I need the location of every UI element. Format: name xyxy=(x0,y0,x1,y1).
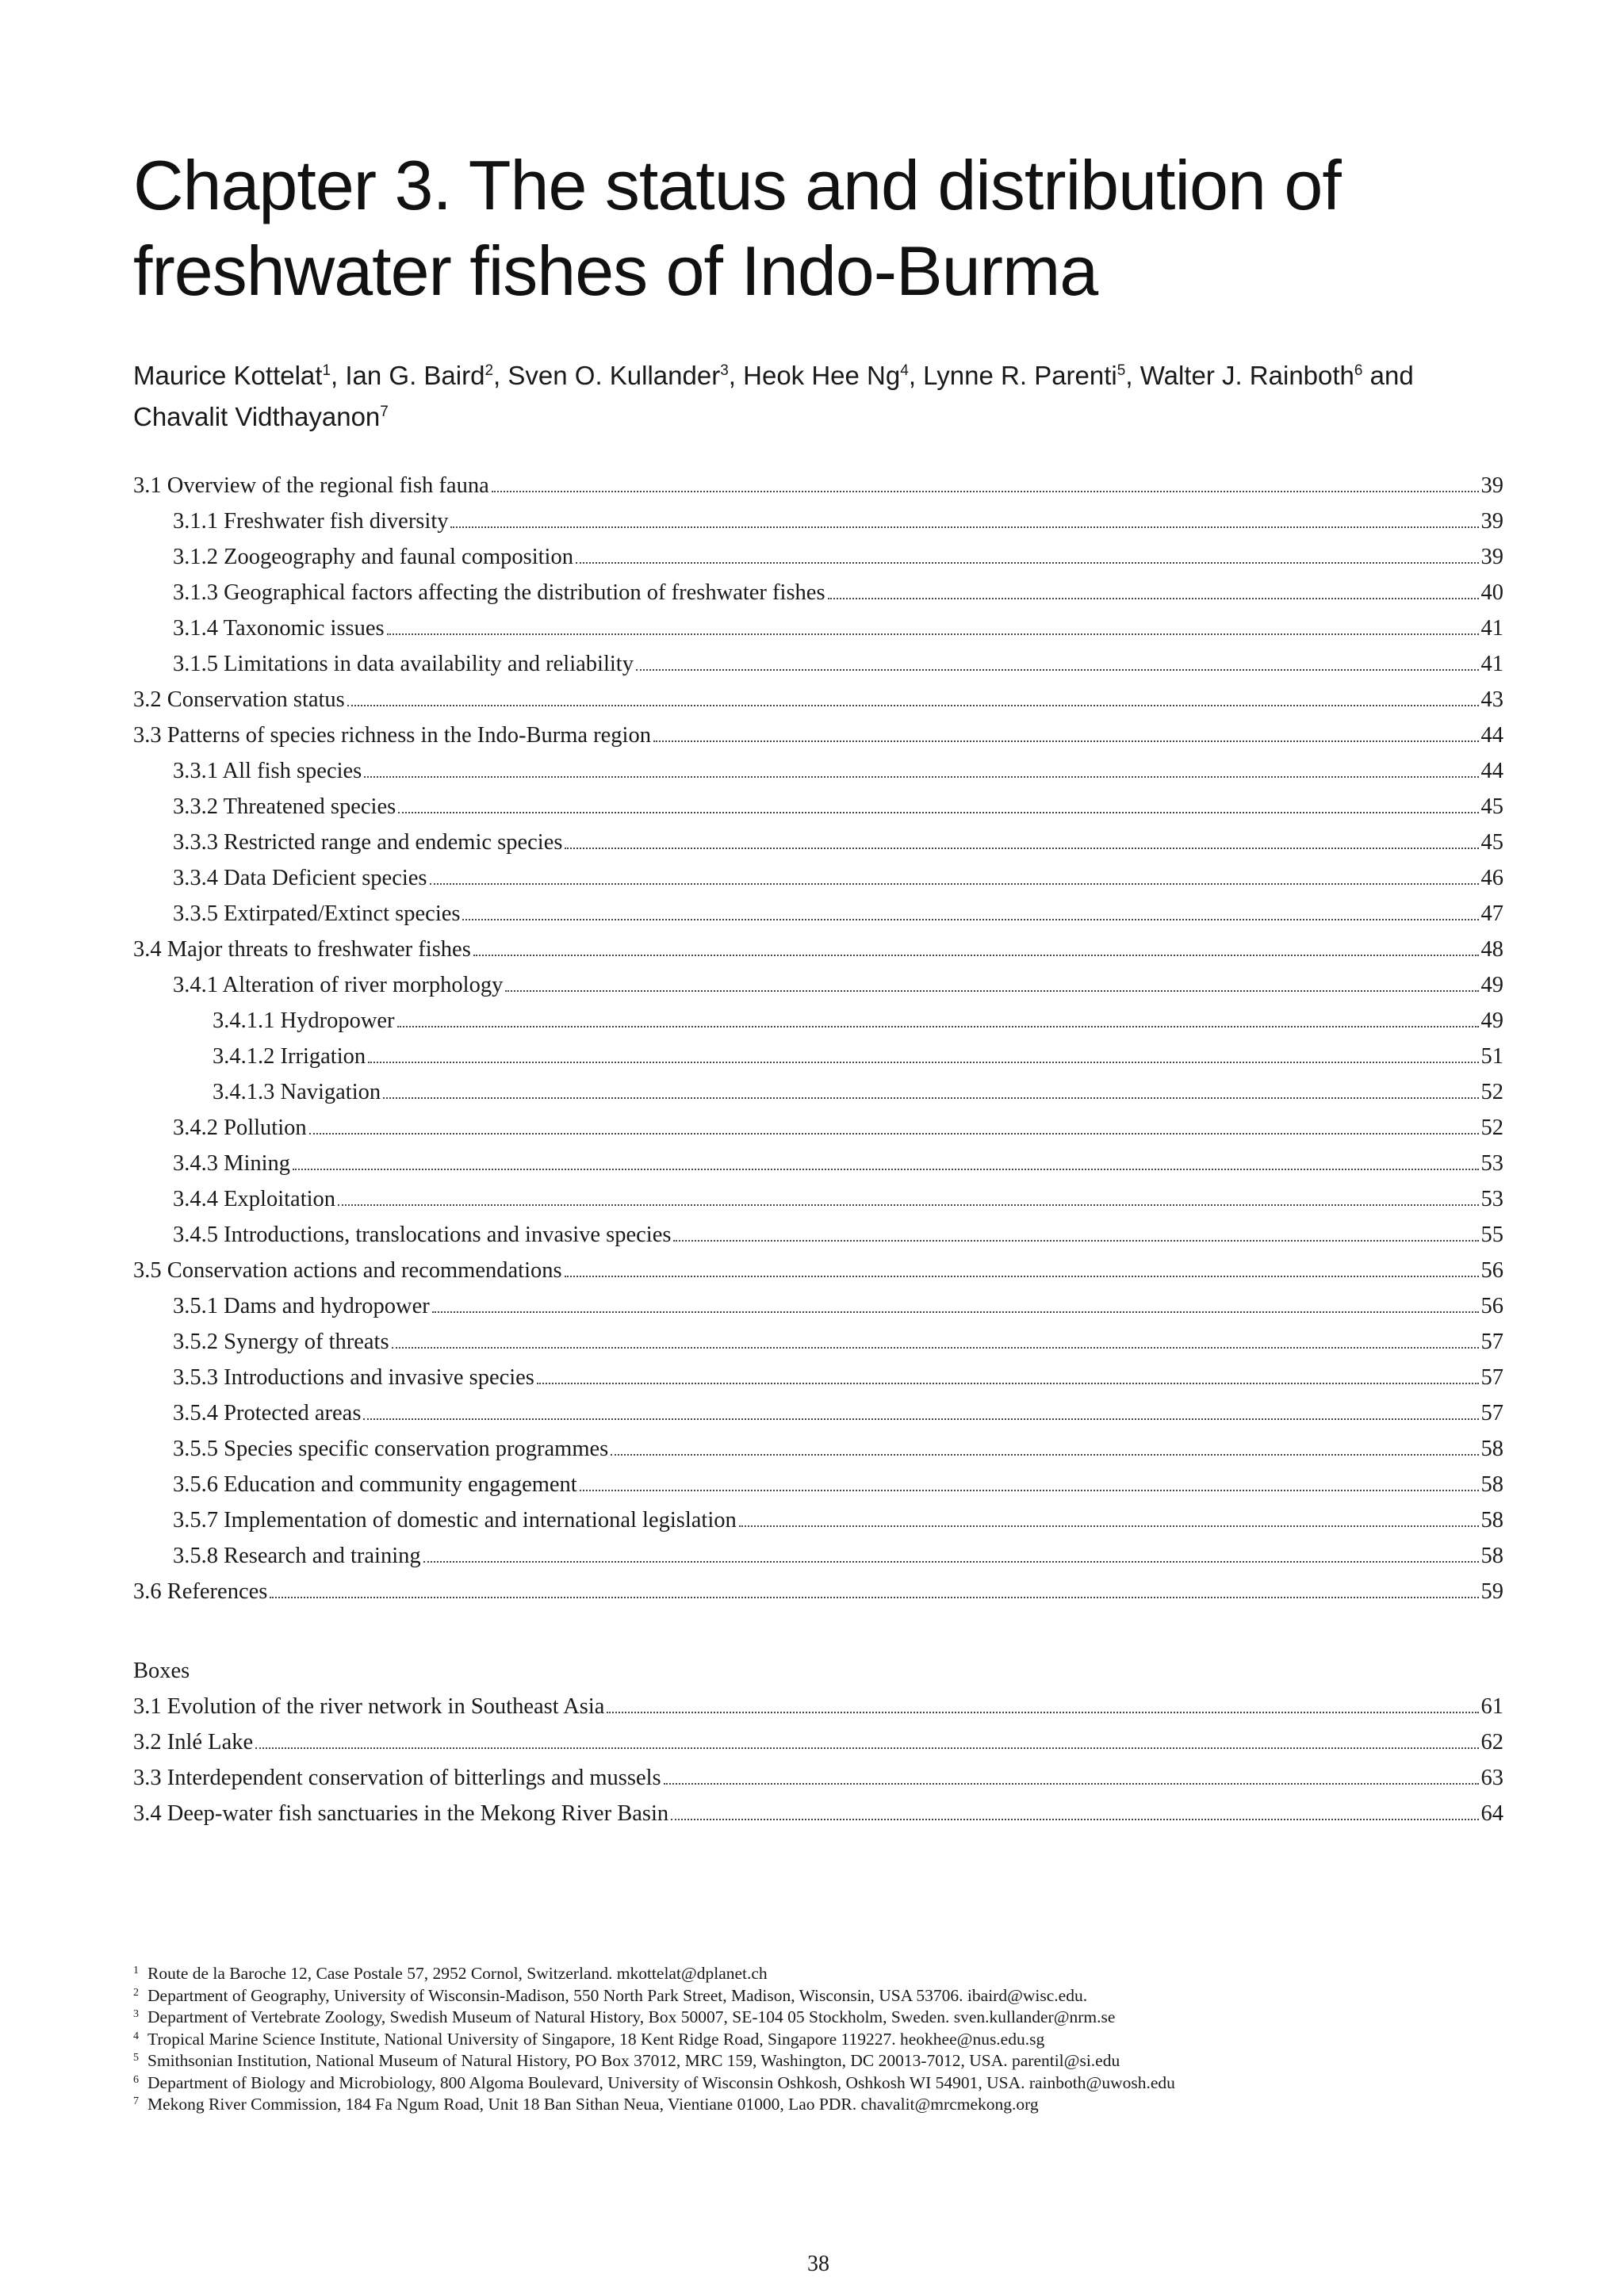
dot-leader xyxy=(293,1169,1478,1170)
toc-entry[interactable] xyxy=(133,825,1503,860)
toc-entry-label: 3.1.4 Taxonomic issues xyxy=(173,616,385,641)
toc-entry[interactable] xyxy=(133,753,1503,789)
toc-entry-label: 3.3.4 Data Deficient species xyxy=(173,866,427,890)
footnote xyxy=(133,2007,1503,2029)
dot-leader xyxy=(611,1454,1478,1456)
footnote xyxy=(133,2029,1503,2051)
toc-page-number: 44 xyxy=(1480,723,1503,748)
dot-leader xyxy=(492,491,1479,492)
dot-leader xyxy=(368,1062,1478,1063)
box-entry[interactable] xyxy=(133,1760,1503,1796)
dot-leader xyxy=(255,1747,1478,1749)
footnote xyxy=(133,2050,1503,2072)
toc-page-number: 62 xyxy=(1480,1730,1503,1755)
toc-page-number: 40 xyxy=(1480,580,1503,605)
toc-entry-label: 3.2 Inlé Lake xyxy=(133,1730,254,1755)
dot-leader xyxy=(505,990,1478,992)
dot-leader xyxy=(347,705,1479,706)
page-number: 38 xyxy=(807,2252,829,2276)
toc-page-number: 57 xyxy=(1480,1365,1503,1390)
toc-page-number: 63 xyxy=(1480,1766,1503,1790)
toc-entry[interactable] xyxy=(133,1431,1503,1467)
toc-page-number: 56 xyxy=(1480,1294,1503,1318)
toc-entry-label: 3.1.2 Zoogeography and faunal composition xyxy=(173,545,573,569)
toc-entry[interactable] xyxy=(133,682,1503,718)
toc-page-number: 58 xyxy=(1480,1544,1503,1568)
dot-leader xyxy=(537,1383,1479,1384)
toc-entry[interactable] xyxy=(133,1039,1503,1074)
toc-entry[interactable] xyxy=(133,1574,1503,1609)
toc-entry[interactable] xyxy=(133,1253,1503,1288)
footnote-text: Route de la Baroche 12, Case Postale 57, 2952 Cornol, Switzerland. mkottelat@dplanet.ch xyxy=(147,1964,768,1983)
toc-entry[interactable] xyxy=(133,932,1503,967)
toc-entry[interactable] xyxy=(133,1324,1503,1360)
toc-page-number: 49 xyxy=(1480,1008,1503,1033)
footnote-text: Department of Geography, University of Wisconsin-Madison, 550 North Park Street, Madison, Wisconsin, USA 53706. ibaird@wisc.edu. xyxy=(147,1985,1088,2005)
toc-page-number: 58 xyxy=(1480,1437,1503,1461)
toc-entry[interactable] xyxy=(133,468,1503,503)
footnote-number: 4 xyxy=(133,2030,139,2042)
toc-entry[interactable] xyxy=(133,610,1503,646)
toc-entry-label: 3.3 Interdependent conservation of bitterlings and mussels xyxy=(133,1766,661,1790)
toc-entry-label: 3.1 Overview of the regional fish fauna xyxy=(133,473,489,498)
toc-page-number: 39 xyxy=(1480,545,1503,569)
chapter-title-line-1: Chapter 3. The status and distribution of xyxy=(133,146,1341,224)
toc-page-number: 41 xyxy=(1480,616,1503,641)
author-separator: , xyxy=(331,361,346,390)
toc-entry[interactable] xyxy=(133,1217,1503,1253)
dot-leader xyxy=(387,633,1479,635)
toc-entry[interactable] xyxy=(133,575,1503,610)
toc-entry-label: 3.5.8 Research and training xyxy=(173,1544,421,1568)
toc-page-number: 57 xyxy=(1480,1401,1503,1425)
author-affiliation-marker: 1 xyxy=(322,362,331,379)
footnote-number: 2 xyxy=(133,1986,139,1999)
toc-page-number: 53 xyxy=(1480,1187,1503,1211)
dot-leader xyxy=(430,883,1479,885)
toc-entry-label: 3.4.1.2 Irrigation xyxy=(213,1044,366,1069)
toc-entry-label: 3.3.1 All fish species xyxy=(173,759,362,783)
toc-entry-label: 3.3 Patterns of species richness in the Indo-Burma region xyxy=(133,723,651,748)
dot-leader xyxy=(270,1597,1478,1598)
toc-entry-label: 3.4.1.1 Hydropower xyxy=(213,1008,395,1033)
toc-entry-label: 3.4.2 Pollution xyxy=(173,1115,307,1140)
toc-page-number: 58 xyxy=(1480,1508,1503,1533)
footnote-number: 7 xyxy=(133,2095,139,2107)
author-name: Ian G. Baird xyxy=(345,361,485,390)
toc-entry[interactable] xyxy=(133,539,1503,575)
author-affiliation-marker: 7 xyxy=(380,404,389,420)
toc-page-number: 59 xyxy=(1480,1579,1503,1604)
dot-leader xyxy=(653,740,1479,742)
box-entry[interactable] xyxy=(133,1689,1503,1724)
dot-leader xyxy=(636,669,1479,671)
toc-page-number: 39 xyxy=(1480,509,1503,534)
toc-entry[interactable] xyxy=(133,1146,1503,1181)
toc-page-number: 47 xyxy=(1480,901,1503,926)
box-entry[interactable] xyxy=(133,1796,1503,1831)
toc-entry[interactable] xyxy=(133,1110,1503,1146)
toc-entry[interactable] xyxy=(133,646,1503,682)
toc-entry-label: 3.3.3 Restricted range and endemic species xyxy=(173,830,563,855)
author-affiliation-marker: 3 xyxy=(720,362,729,379)
toc-page-number: 61 xyxy=(1480,1694,1503,1719)
dot-leader xyxy=(607,1712,1478,1713)
toc-entry[interactable] xyxy=(133,1538,1503,1574)
toc-entry-label: 3.3.2 Threatened species xyxy=(173,794,396,819)
footnote-text: Mekong River Commission, 184 Fa Ngum Road, Unit 18 Ban Sithan Neua, Vientiane 01000, Lao PDR. chavalit@mrcmekong.org xyxy=(147,2095,1039,2114)
toc-entry-label: 3.2 Conservation status xyxy=(133,687,345,712)
footnote xyxy=(133,1985,1503,2007)
toc-page-number: 45 xyxy=(1480,830,1503,855)
author-list xyxy=(133,355,1503,438)
toc-entry-label: 3.5.5 Species specific conservation programmes xyxy=(173,1437,609,1461)
toc-page-number: 43 xyxy=(1480,687,1503,712)
author-name: Walter J. Rainboth xyxy=(1139,361,1354,390)
document-page xyxy=(133,0,1503,2296)
footnote-text: Smithsonian Institution, National Museum of Natural History, PO Box 37012, MRC 159, Washington, DC 20013-7012, USA. parentil@si.edu xyxy=(147,2051,1120,2070)
boxes-heading: Boxes xyxy=(133,1659,190,1683)
toc-entry-label: 3.5.7 Implementation of domestic and international legislation xyxy=(173,1508,737,1533)
toc-entry[interactable] xyxy=(133,896,1503,932)
author-separator: , xyxy=(493,361,508,390)
footnote-text: Department of Biology and Microbiology, 800 Algoma Boulevard, University of Wisconsin Oshkosh, Oshkosh WI 54901, USA. rainboth@uwosh.edu xyxy=(147,2072,1175,2092)
footnote-text: Department of Vertebrate Zoology, Swedish Museum of Natural History, Box 50007, SE-104 05 Stockholm, Sweden. sven.kullander@nrm.se xyxy=(147,2007,1116,2026)
dot-leader xyxy=(450,526,1478,528)
dot-leader xyxy=(565,848,1478,849)
footnote-text: Tropical Marine Science Institute, National University of Singapore, 18 Kent Ridge Road, Singapore 119227. heokhee@nus.edu.sg xyxy=(147,2029,1045,2049)
toc-entry[interactable] xyxy=(133,1288,1503,1324)
chapter-title-line-2: freshwater fishes of Indo-Burma xyxy=(133,232,1098,310)
toc-entry-label: 3.5.2 Synergy of threats xyxy=(173,1330,389,1354)
dot-leader xyxy=(828,598,1479,599)
toc-entry[interactable] xyxy=(133,1181,1503,1217)
toc-entry-label: 3.4.4 Exploitation xyxy=(173,1187,336,1211)
toc-entry-label: 3.4.5 Introductions, translocations and invasive species xyxy=(173,1223,672,1247)
toc-entry-label: 3.4 Deep-water fish sanctuaries in the Mekong River Basin xyxy=(133,1801,669,1826)
footnote xyxy=(133,2072,1503,2095)
toc-page-number: 48 xyxy=(1480,937,1503,962)
table-of-contents xyxy=(133,468,1503,1609)
toc-page-number: 58 xyxy=(1480,1472,1503,1497)
author-affiliation-marker: 2 xyxy=(485,362,494,379)
toc-entry-label: 3.3.5 Extirpated/Extinct species xyxy=(173,901,461,926)
dot-leader xyxy=(576,562,1479,564)
toc-entry-label: 3.5.3 Introductions and invasive species xyxy=(173,1365,534,1390)
dot-leader xyxy=(580,1490,1479,1491)
author-name: Heok Hee Ng xyxy=(743,361,901,390)
boxes-list xyxy=(133,1689,1503,1831)
toc-entry-label: 3.5 Conservation actions and recommendations xyxy=(133,1258,562,1283)
toc-entry[interactable] xyxy=(133,1360,1503,1395)
toc-entry-label: 3.1.5 Limitations in data availability and reliability xyxy=(173,652,634,676)
author-name: Lynne R. Parenti xyxy=(923,361,1117,390)
toc-page-number: 57 xyxy=(1480,1330,1503,1354)
dot-leader xyxy=(664,1783,1479,1785)
author-affiliation-marker: 4 xyxy=(900,362,909,379)
dot-leader xyxy=(363,1418,1478,1420)
toc-entry[interactable] xyxy=(133,1003,1503,1039)
toc-page-number: 41 xyxy=(1480,652,1503,676)
author-separator: , xyxy=(728,361,744,390)
toc-entry-label: 3.5.6 Education and community engagement xyxy=(173,1472,577,1497)
dot-leader xyxy=(392,1347,1479,1349)
dot-leader xyxy=(473,955,1479,956)
dot-leader xyxy=(338,1204,1478,1206)
toc-entry[interactable] xyxy=(133,718,1503,753)
dot-leader xyxy=(565,1276,1479,1277)
dot-leader xyxy=(383,1097,1478,1099)
dot-leader xyxy=(462,919,1478,920)
footnote-number: 6 xyxy=(133,2073,139,2086)
author-separator: and xyxy=(1362,361,1414,390)
author-name: Sven O. Kullander xyxy=(508,361,721,390)
toc-page-number: 52 xyxy=(1480,1115,1503,1140)
author-name: Chavalit Vidthayanon xyxy=(133,402,381,431)
dot-leader xyxy=(673,1240,1478,1242)
toc-entry-label: 3.1 Evolution of the river network in Southeast Asia xyxy=(133,1694,605,1719)
dot-leader xyxy=(671,1819,1478,1820)
author-affiliation-marker: 6 xyxy=(1354,362,1363,379)
toc-page-number: 39 xyxy=(1480,473,1503,498)
toc-page-number: 55 xyxy=(1480,1223,1503,1247)
toc-entry[interactable] xyxy=(133,503,1503,539)
toc-entry-label: 3.4 Major threats to freshwater fishes xyxy=(133,937,471,962)
author-separator: , xyxy=(1125,361,1140,390)
toc-entry[interactable] xyxy=(133,1502,1503,1538)
author-name: Maurice Kottelat xyxy=(133,361,323,390)
toc-entry[interactable] xyxy=(133,1467,1503,1502)
toc-page-number: 52 xyxy=(1480,1080,1503,1104)
toc-entry-label: 3.4.1.3 Navigation xyxy=(213,1080,381,1104)
dot-leader xyxy=(423,1561,1479,1563)
toc-entry-label: 3.4.1 Alteration of river morphology xyxy=(173,973,504,997)
toc-page-number: 45 xyxy=(1480,794,1503,819)
box-entry[interactable] xyxy=(133,1724,1503,1760)
footnote-number: 3 xyxy=(133,2008,139,2020)
toc-entry-label: 3.1.3 Geographical factors affecting the distribution of freshwater fishes xyxy=(173,580,825,605)
toc-entry-label: 3.6 References xyxy=(133,1579,268,1604)
dot-leader xyxy=(739,1525,1479,1527)
toc-entry-label: 3.5.1 Dams and hydropower xyxy=(173,1294,430,1318)
footnote xyxy=(133,1963,1503,1985)
chapter-title xyxy=(133,143,1503,314)
toc-page-number: 64 xyxy=(1480,1801,1503,1826)
footnotes xyxy=(133,1963,1503,2116)
toc-entry-label: 3.4.3 Mining xyxy=(173,1151,291,1176)
toc-entry[interactable] xyxy=(133,789,1503,825)
dot-leader xyxy=(432,1311,1479,1313)
toc-entry-label: 3.5.4 Protected areas xyxy=(173,1401,362,1425)
author-separator: , xyxy=(908,361,924,390)
toc-page-number: 46 xyxy=(1480,866,1503,890)
toc-page-number: 51 xyxy=(1480,1044,1503,1069)
toc-entry[interactable] xyxy=(133,967,1503,1003)
footnote-number: 5 xyxy=(133,2052,139,2064)
toc-entry-label: 3.1.1 Freshwater fish diversity xyxy=(173,509,449,534)
dot-leader xyxy=(309,1133,1479,1135)
toc-entry[interactable] xyxy=(133,1074,1503,1110)
toc-page-number: 49 xyxy=(1480,973,1503,997)
author-affiliation-marker: 5 xyxy=(1116,362,1126,379)
footnote xyxy=(133,2094,1503,2116)
dot-leader xyxy=(398,812,1478,813)
dot-leader xyxy=(364,776,1478,778)
dot-leader xyxy=(397,1026,1479,1027)
toc-entry[interactable] xyxy=(133,860,1503,896)
footnote-number: 1 xyxy=(133,1965,139,1976)
toc-page-number: 53 xyxy=(1480,1151,1503,1176)
toc-page-number: 44 xyxy=(1480,759,1503,783)
toc-entry[interactable] xyxy=(133,1395,1503,1431)
toc-page-number: 56 xyxy=(1480,1258,1503,1283)
